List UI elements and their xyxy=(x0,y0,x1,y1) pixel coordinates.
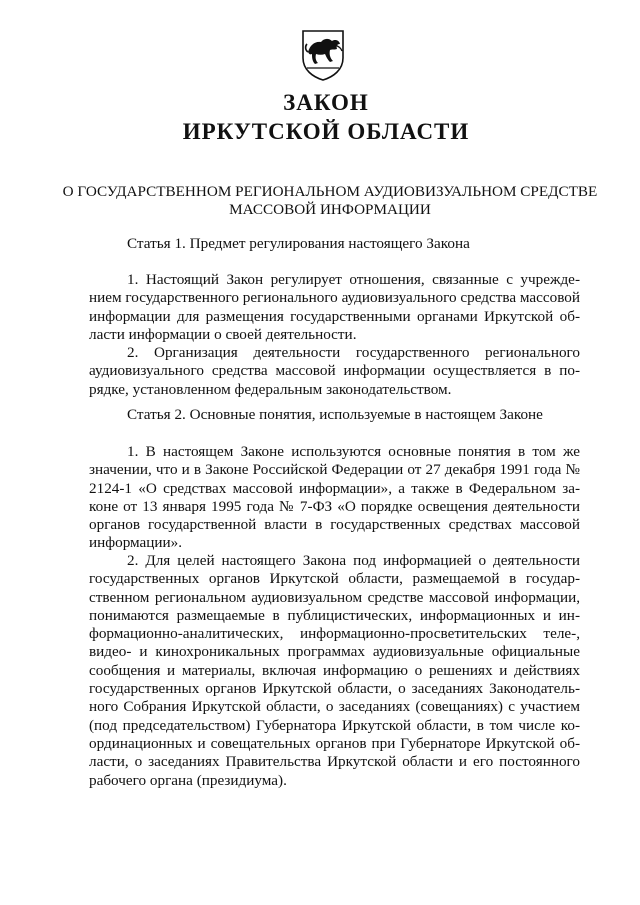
law-subject-title: О ГОСУДАРСТВЕННОМ РЕГИОНАЛЬНОМ АУДИОВИЗУАЛЬНОМ СРЕДСТВЕ МАССОВОЙ ИНФОРМАЦИИ xyxy=(62,183,598,218)
article-1-paragraph-1: 1. Настоящий Закон регулирует отношения, связанные с учреждением государственного регионального аудиовизуального средства массовой информации для размещения государственными органами Иркутской области информации о своей деятельности. xyxy=(89,271,580,343)
article-1-heading: Статья 1. Предмет регулирования настоящего Закона xyxy=(127,235,470,252)
document-title-region: ИРКУТСКОЙ ОБЛАСТИ xyxy=(182,119,470,144)
article-2-paragraph-2: 2. Для целей настоящего Закона под информацией о деятельности государственных органов Иркутской области, размещаемой в государственном региональном аудиовизуальном средстве массовой информации, понимаются размещаемые в публицистических, информационных и информационно-аналитических, информационно-просветительских теле-, видео- и кинохроникальных программах аудиовизуальные официальные сообщения и материалы, включая информацию о решениях и действиях государственных органов Иркутской области, о заседаниях Законодательного Собрания Иркутской области, о заседаниях (совещаниях) с участием (под председательством) Губернатора Иркутской области, в том числе координационных и совещательных органов при Губернаторе Иркутской области, о заседаниях Правительства Иркутской области и его постоянного рабочего органа (президиума). xyxy=(89,552,580,789)
article-2-paragraph-1: 1. В настоящем Законе используются основные понятия в том же значении, что и в Законе Российской Федерации от 27 декабря 1991 года № 2124-1 «О средствах массовой информации», а также в Федеральном законе от 13 января 1995 года № 7-ФЗ «О порядке освещения деятельности органов государственной власти в государственных средствах массовой информации». xyxy=(89,443,580,552)
article-2-heading: Статья 2. Основные понятия, используемые в настоящем Законе xyxy=(127,406,543,423)
document-title: ЗАКОН xyxy=(283,90,369,115)
article-1-paragraph-2: 2. Организация деятельности государственного регионального аудиовизуального средства массовой информации осуществляется в порядке, установленном федеральным законодательством. xyxy=(89,344,580,398)
coat-of-arms-icon xyxy=(299,28,347,82)
